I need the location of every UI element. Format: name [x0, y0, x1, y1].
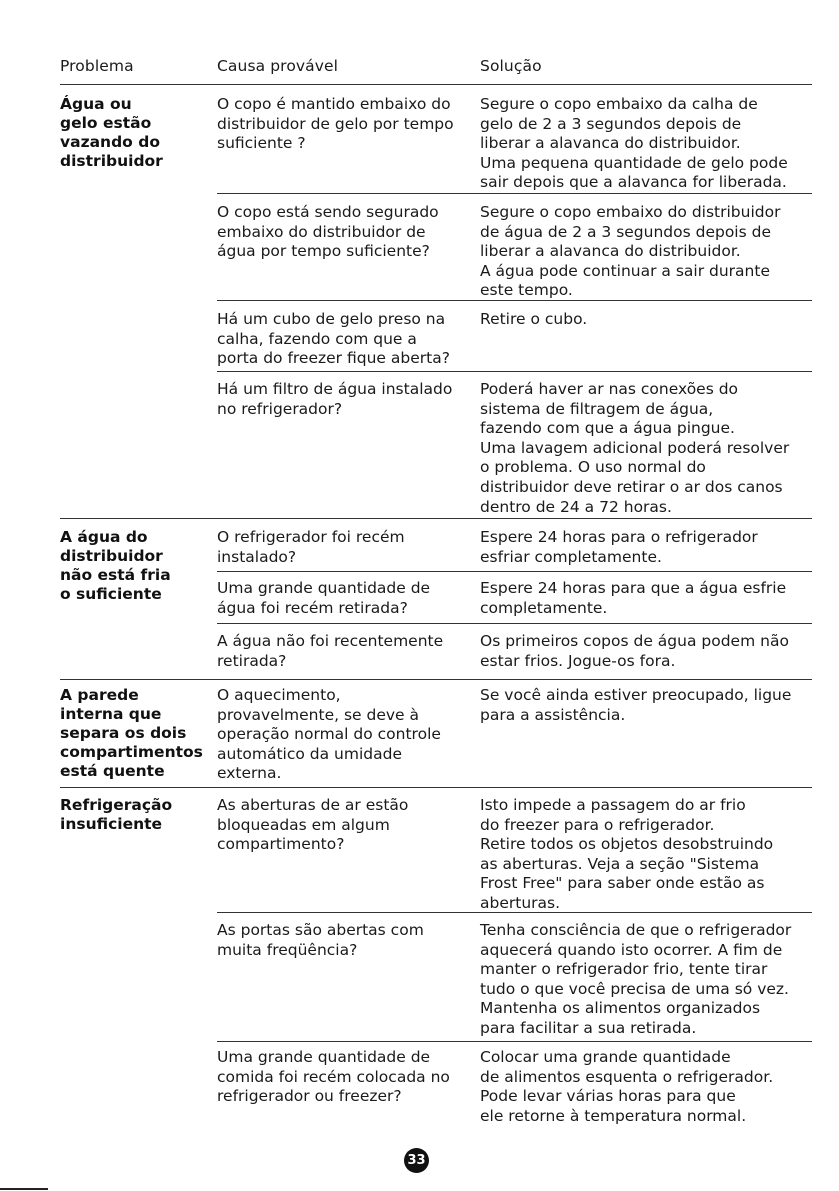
cause-text: Uma grande quantidade de comida foi recém colocada no refrigerador ou freezer?	[217, 1048, 450, 1106]
solution-text: Os primeiros copos de água podem não estar frios. Jogue-os fora.	[480, 632, 789, 670]
cause-text: A água não foi recentemente retirada?	[217, 632, 444, 670]
problem-title-not-cold: A água do distribuidor não está fria o suficiente	[60, 528, 171, 603]
problem-title-warm-wall: A parede interna que separa os dois compartimentos está quente	[60, 686, 203, 780]
cause-text: O copo está sendo segurado embaixo do distribuidor de água por tempo suficiente?	[217, 203, 439, 261]
row-divider	[217, 1041, 812, 1042]
header-causa: Causa provável	[217, 57, 339, 75]
solution-text: Colocar uma grande quantidade de alimentos esquenta o refrigerador. Pode levar várias horas para que ele retorne à temperatura normal.	[480, 1048, 774, 1125]
problem-title-insufficient-cooling: Refrigeração insuficiente	[60, 796, 173, 833]
row-divider	[217, 193, 812, 194]
row-divider	[217, 300, 812, 301]
solution-text: Poderá haver ar nas conexões do sistema de filtragem de água, fazendo com que a água pingue. Uma lavagem adicional poderá resolver o problema. O uso normal do distribuidor deve retirar o ar dos canos dentro de 24 a 72 horas.	[480, 380, 790, 516]
solution-text: Espere 24 horas para o refrigerador esfriar completamente.	[480, 528, 758, 566]
solution-text: Tenha consciência de que o refrigerador aquecerá quando isto ocorrer. A fim de manter o refrigerador frio, tente tirar tudo o que você precisa de uma só vez. Mantenha os alimentos organizados para facilitar a sua retirada.	[480, 921, 792, 1037]
problem-title-leaking: Água ou gelo estão vazando do distribuidor	[60, 95, 163, 170]
solution-text: Se você ainda estiver preocupado, ligue para a assistência.	[480, 686, 792, 724]
section-divider	[60, 679, 812, 680]
cause-text: As portas são abertas com muita freqüência?	[217, 921, 424, 959]
solution-text: Retire o cubo.	[480, 310, 588, 328]
cause-text: Há um cubo de gelo preso na calha, fazendo com que a porta do freezer fique aberta?	[217, 310, 450, 368]
cause-text: O aquecimento, provavelmente, se deve à operação normal do controle automático da umidade externa.	[217, 686, 441, 783]
section-divider	[60, 518, 812, 519]
solution-text: Espere 24 horas para que a água esfrie completamente.	[480, 579, 787, 617]
solution-text: Isto impede a passagem do ar frio do freezer para o refrigerador. Retire todos os objetos desobstruindo as aberturas. Veja a seção "Sistema Frost Free" para saber onde estão as aberturas.	[480, 796, 774, 912]
row-divider	[217, 571, 812, 572]
cause-text: O copo é mantido embaixo do distribuidor de gelo por tempo suficiente ?	[217, 95, 454, 153]
cause-text: O refrigerador foi recém instalado?	[217, 528, 405, 566]
cause-text: Há um filtro de água instalado no refrigerador?	[217, 380, 453, 418]
cause-text: As aberturas de ar estão bloqueadas em algum compartimento?	[217, 796, 409, 854]
row-divider	[217, 912, 812, 913]
row-divider	[217, 371, 812, 372]
section-divider	[60, 787, 812, 788]
row-divider	[217, 623, 812, 624]
cause-text: Uma grande quantidade de água foi recém retirada?	[217, 579, 431, 617]
solution-text: Segure o copo embaixo da calha de gelo de 2 a 3 segundos depois de liberar a alavanca do distribuidor. Uma pequena quantidade de gelo pode sair depois que a alavanca for liberada.	[480, 95, 788, 192]
footer-mark	[0, 1188, 48, 1190]
page-number: 33	[404, 1148, 429, 1173]
header-solucao: Solução	[480, 57, 542, 75]
header-problema: Problema	[60, 57, 134, 75]
header-divider	[60, 84, 812, 85]
solution-text: Segure o copo embaixo do distribuidor de água de 2 a 3 segundos depois de liberar a alavanca do distribuidor. A água pode continuar a sair durante este tempo.	[480, 203, 781, 300]
